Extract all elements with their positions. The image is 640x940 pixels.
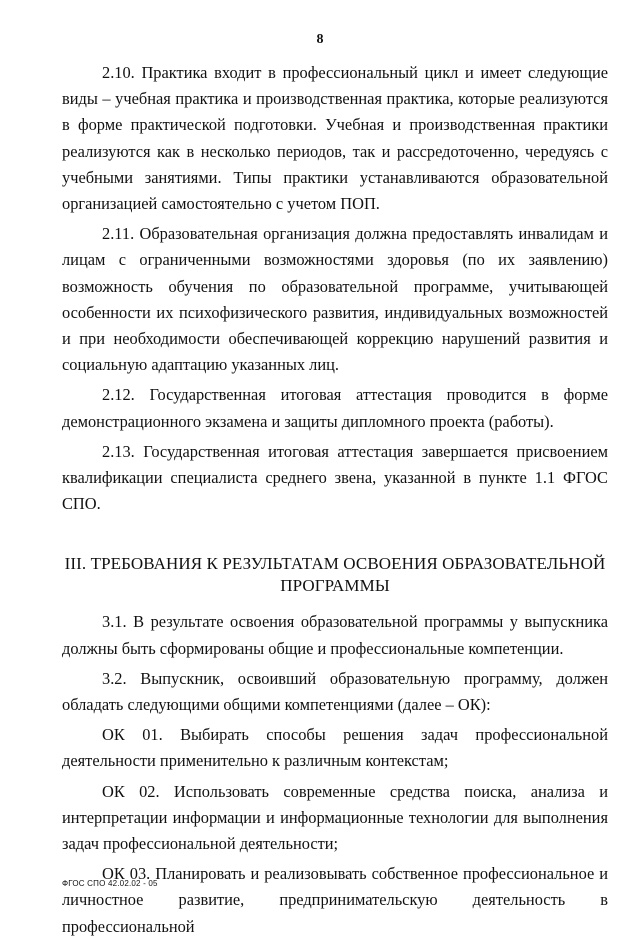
paragraph-2-11: 2.11. Образовательная организация должна предоставлять инвалидам и лицам с ограниченными возможностями здоровья (по их заявлению) возможность обучения по образовательной программе, учитывающей особенности их психофизического развития, индивидуальных возможностей и при необходимости обеспечивающей коррекцию нарушений развития и социальную адаптацию указанных лиц. <box>62 224 608 375</box>
section-heading: III. ТРЕБОВАНИЯ К РЕЗУЛЬТАТАМ ОСВОЕНИЯ ОБРАЗОВАТЕЛЬНОЙ ПРОГРАММЫ <box>64 554 606 596</box>
paragraph-3-1: 3.1. В результате освоения образовательной программы у выпускника должны быть сформированы общие и профессиональные компетенции. <box>62 612 608 658</box>
document-footer: ФГОС СПО 42.02.02 - 05 <box>62 879 158 888</box>
page-content <box>62 60 608 940</box>
paragraph-2-13: 2.13. Государственная итоговая аттестация завершается присвоением квалификации специалиста среднего звена, указанной в пункте 1.1 ФГОС СПО. <box>62 441 608 514</box>
paragraph-ok-02: ОК 02. Использовать современные средства поиска, анализа и интерпретации информации и информационные технологии для выполнения задач профессиональной деятельности; <box>62 781 608 854</box>
paragraph-3-2: 3.2. Выпускник, освоивший образовательную программу, должен обладать следующими общими компетенциями (далее – ОК): <box>62 668 608 715</box>
paragraph-2-12: 2.12. Государственная итоговая аттестация проводится в форме демонстрационного экзамена и защиты дипломного проекта (работы). <box>62 385 608 431</box>
paragraph-ok-01: ОК 01. Выбирать способы решения задач профессиональной деятельности применительно к различным контекстам; <box>62 725 608 771</box>
page-number: 8 <box>316 32 324 47</box>
paragraph-2-10: 2.10. Практика входит в профессиональный цикл и имеет следующие виды – учебная практика и производственная практика, которые реализуются в форме практической подготовки. Учебная и производственная практики реализуются как в несколько периодов, так и рассредоточенно, чередуясь с учебными занятиями. Типы практики устанавливаются образовательной организацией самостоятельно с учетом ПОП. <box>62 63 608 214</box>
paragraph-ok-03: ОК 03. Планировать и реализовывать собственное профессиональное и личностное развитие, предпринимательскую деятельность в профессиональной <box>62 864 608 936</box>
